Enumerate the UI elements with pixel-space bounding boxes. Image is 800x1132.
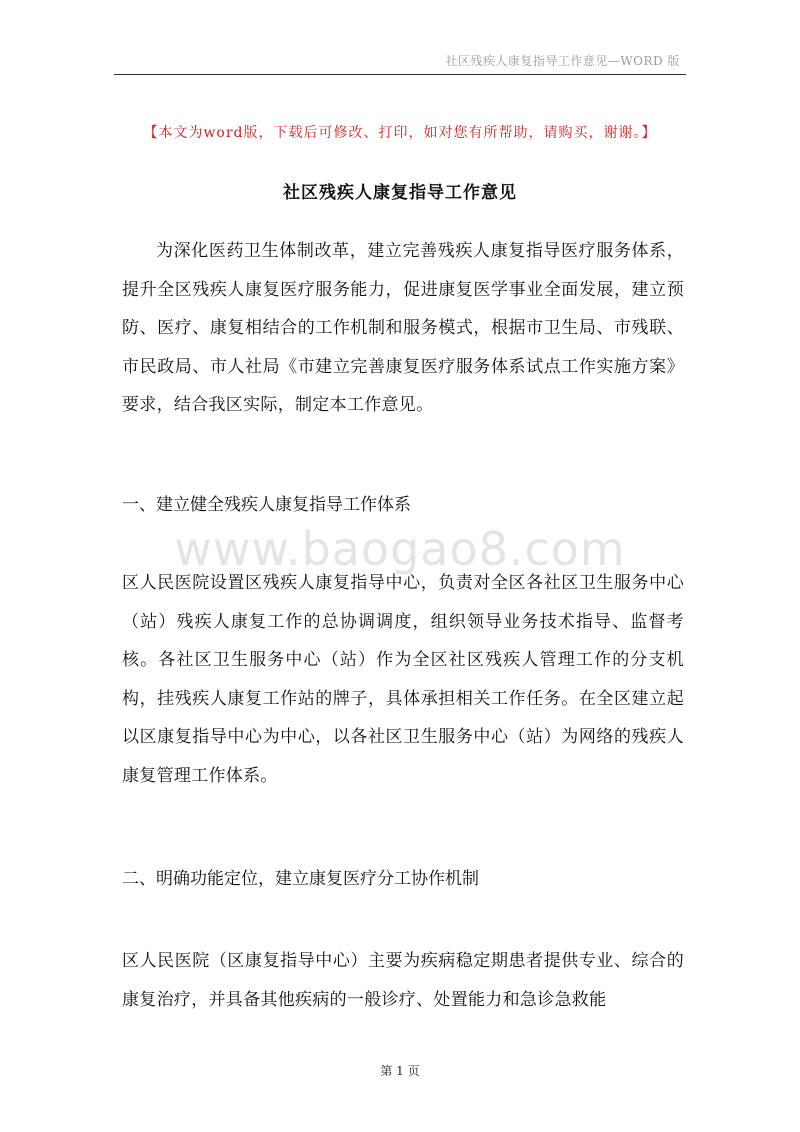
watermark: www.baogao8.com: [174, 522, 626, 576]
header-divider: [114, 74, 686, 75]
page-number: 第 1 页: [380, 1064, 420, 1078]
document-title: 社区残疾人康复指导工作意见: [283, 183, 517, 203]
section-1-paragraph: 区人民医院设置区残疾人康复指导中心，负责对全区各社区卫生服务中心（站）残疾人康复工作的总协调调度，组织领导业务技术指导、监督考核。各社区卫生服务中心（站）作为全区社区残疾人管理工作的分支机构，挂残疾人康复工作站的牌子，具体承担相关工作任务。在全区建立起以区康复指导中心为中心，以各社区卫生服务中心（站）为网络的残疾人康复管理工作体系。: [122, 573, 684, 786]
section-2-paragraph: 区人民医院（区康复指导中心）主要为疾病稳定期患者提供专业、综合的康复治疗，并具备其他疾病的一般诊疗、处置能力和急诊急救能: [122, 951, 684, 1010]
section-heading-1: 一、建立健全残疾人康复指导工作体系: [122, 495, 411, 515]
intro-paragraph: 为深化医药卫生体制改革，建立完善残疾人康复指导医疗服务体系，提升全区残疾人康复医疗服务能力，促进康复医学事业全面发展，建立预防、医疗、康复相结合的工作机制和服务模式，根据市卫生局、市残联、市民政局、市人社局《市建立完善康复医疗服务体系试点工作实施方案》要求，结合我区实际，制定本工作意见。: [122, 241, 684, 415]
section-heading-2: 二、明确功能定位，建立康复医疗分工协作机制: [122, 869, 479, 889]
download-notice: 【本文为word版，下载后可修改、打印，如对您有所帮助，请购买，谢谢。】: [143, 125, 657, 141]
running-header: 社区残疾人康复指导工作意见—WORD 版: [445, 54, 680, 68]
